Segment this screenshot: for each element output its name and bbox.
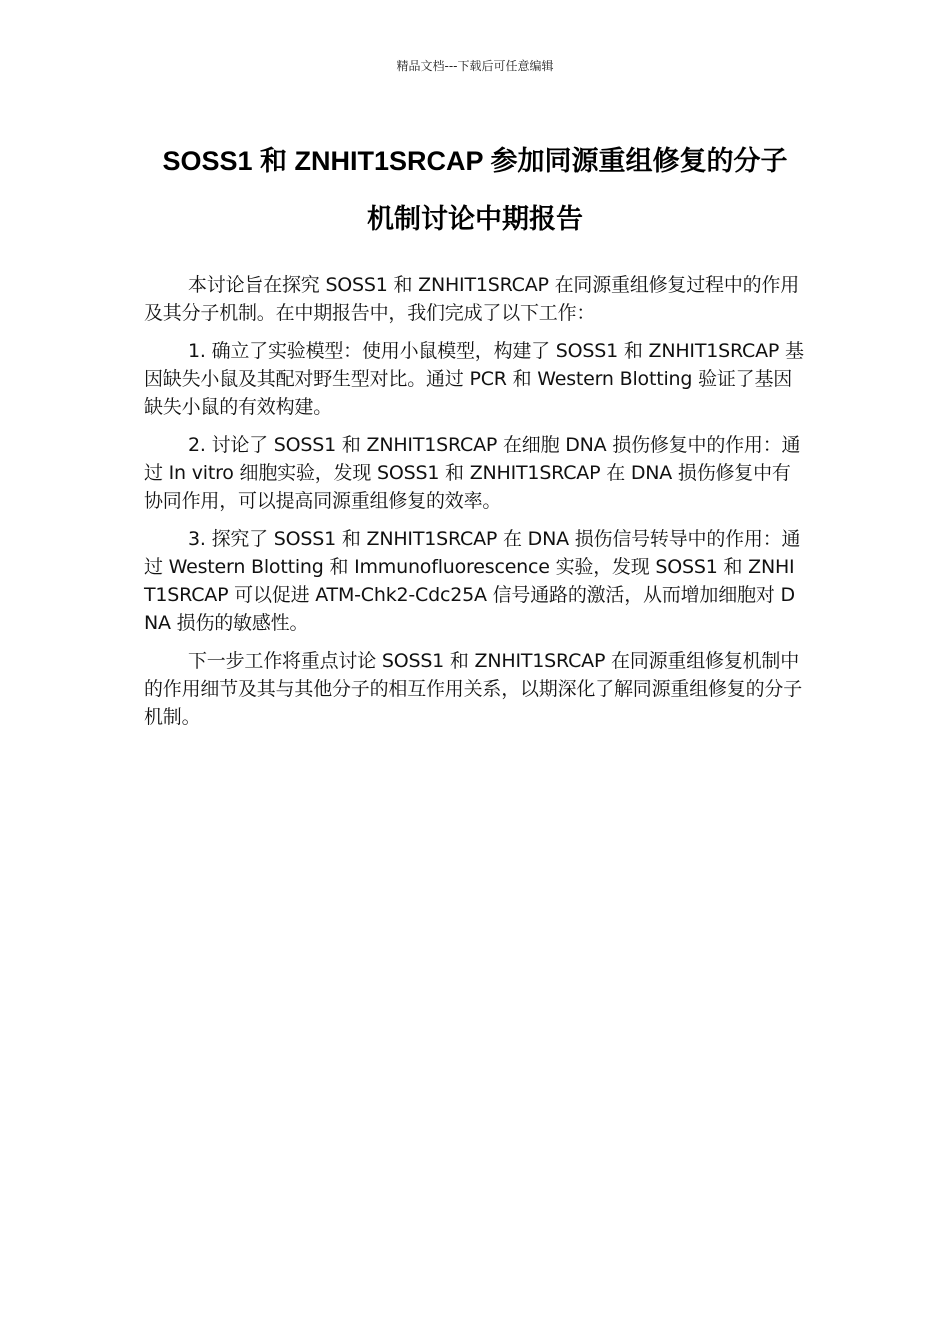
- paragraph-item-3: 3. 探究了 SOSS1 和 ZNHIT1SRCAP 在 DNA 损伤信号转导中的作用：通过 Western Blotting 和 Immunofluorescence 实验，发现 SOSS1 和 ZNHIT1SRCAP 可以促进 ATM-Chk2-Cdc25A 信号通路的激活，从而增加细胞对 DNA 损伤的敏感性。: [144, 528, 801, 634]
- header-note: 精品文档---下载后可任意编辑: [396, 59, 554, 73]
- paragraph-item-1: 1. 确立了实验模型：使用小鼠模型，构建了 SOSS1 和 ZNHIT1SRCAP 基因缺失小鼠及其配对野生型对比。通过 PCR 和 Western Blotting 验证了基因缺失小鼠的有效构建。: [144, 340, 804, 418]
- paragraph-intro: 本讨论旨在探究 SOSS1 和 ZNHIT1SRCAP 在同源重组修复过程中的作用及其分子机制。在中期报告中，我们完成了以下工作：: [144, 274, 800, 324]
- title-line-1: SOSS1 和 ZNHIT1SRCAP 参加同源重组修复的分子: [162, 146, 788, 176]
- document-title: [130, 132, 820, 248]
- title-line-2: 机制讨论中期报告: [367, 204, 583, 234]
- paragraph-next-steps: 下一步工作将重点讨论 SOSS1 和 ZNHIT1SRCAP 在同源重组修复机制中的作用细节及其与其他分子的相互作用关系，以期深化了解同源重组修复的分子机制。: [144, 650, 803, 728]
- document-body: [144, 271, 804, 741]
- paragraph-item-2: 2. 讨论了 SOSS1 和 ZNHIT1SRCAP 在细胞 DNA 损伤修复中的作用：通过 In vitro 细胞实验，发现 SOSS1 和 ZNHIT1SRCAP 在 DNA 损伤修复中有协同作用，可以提高同源重组修复的效率。: [144, 434, 801, 512]
